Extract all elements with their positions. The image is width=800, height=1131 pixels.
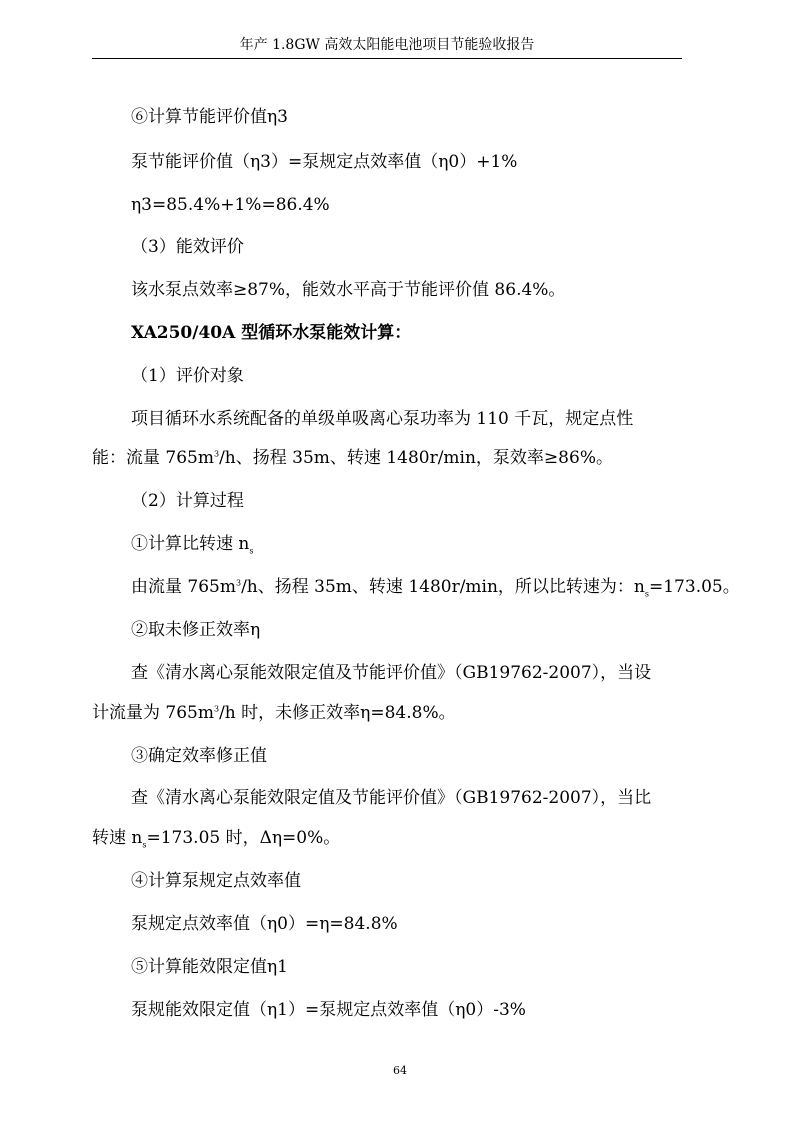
superscript: 3 xyxy=(235,578,242,588)
text-run: =173.05。 xyxy=(649,577,740,597)
text-run: 由流量 765m xyxy=(131,577,236,597)
text-run: =173.05 时，Δη=0%。 xyxy=(146,828,341,848)
formula-eta1: 泵规能效限定值（η1）=泵规定点效率值（η0）-3% xyxy=(131,1000,526,1020)
header-rule xyxy=(92,58,682,59)
text-run: ①计算比转速 n xyxy=(131,534,250,554)
superscript: 3 xyxy=(213,704,220,714)
text-run: /h、扬程 35m、转速 1480r/min，所以比转速为：n xyxy=(241,577,645,597)
step-5-heading: ⑤计算能效限定值η1 xyxy=(131,957,289,977)
paragraph-uncorrected-line2 xyxy=(92,701,456,725)
section-3-heading: （3）能效评价 xyxy=(131,237,244,257)
efficiency-conclusion: 该水泵点效率≥87%，能效水平高于节能评价值 86.4%。 xyxy=(131,280,566,300)
text-run: 转速 n xyxy=(92,828,143,848)
calc-eta3: η3=85.4%+1%=86.4% xyxy=(131,195,330,215)
specific-speed-calc xyxy=(131,575,740,599)
step-4-heading: ④计算泵规定点效率值 xyxy=(131,871,301,891)
subscript: s xyxy=(142,840,147,850)
subscript: s xyxy=(249,546,254,556)
paragraph-object-line1: 项目循环水系统配备的单级单吸离心泵功率为 110 千瓦，规定点性 xyxy=(131,409,634,429)
subscript: s xyxy=(644,589,649,599)
step-3-heading: ③确定效率修正值 xyxy=(131,746,267,766)
text-run: 计流量为 765m xyxy=(92,703,214,723)
paragraph-uncorrected-line1: 查《清水离心泵能效限定值及节能评价值》（GB19762-2007），当设 xyxy=(131,663,652,683)
step-6-heading: ⑥计算节能评价值η3 xyxy=(131,107,289,127)
page-number: 64 xyxy=(393,1064,407,1077)
text-run: 能：流量 765m xyxy=(92,448,214,468)
step-1-heading xyxy=(131,532,253,556)
paragraph-object-line2 xyxy=(92,446,613,470)
section-2-heading: （2）计算过程 xyxy=(131,491,244,511)
section-1-heading: （1）评价对象 xyxy=(131,366,244,386)
step-2-heading: ②取未修正效率η xyxy=(131,620,261,640)
formula-eta0: 泵规定点效率值（η0）=η=84.8% xyxy=(131,914,398,934)
pump-section-title: XA250/40A 型循环水泵能效计算： xyxy=(131,323,412,343)
formula-eta3: 泵节能评价值（η3）=泵规定点效率值（η0）+1% xyxy=(131,152,518,172)
superscript: 3 xyxy=(213,449,220,459)
paragraph-correction-line1: 查《清水离心泵能效限定值及节能评价值》（GB19762-2007），当比 xyxy=(131,788,652,808)
text-run: /h、扬程 35m、转速 1480r/min，泵效率≥86%。 xyxy=(219,448,613,468)
paragraph-correction-line2 xyxy=(92,826,340,850)
page-header: 年产 1.8GW 高效太阳能电池项目节能验收报告 xyxy=(239,37,535,53)
text-run: /h 时，未修正效率η=84.8%。 xyxy=(219,703,456,723)
